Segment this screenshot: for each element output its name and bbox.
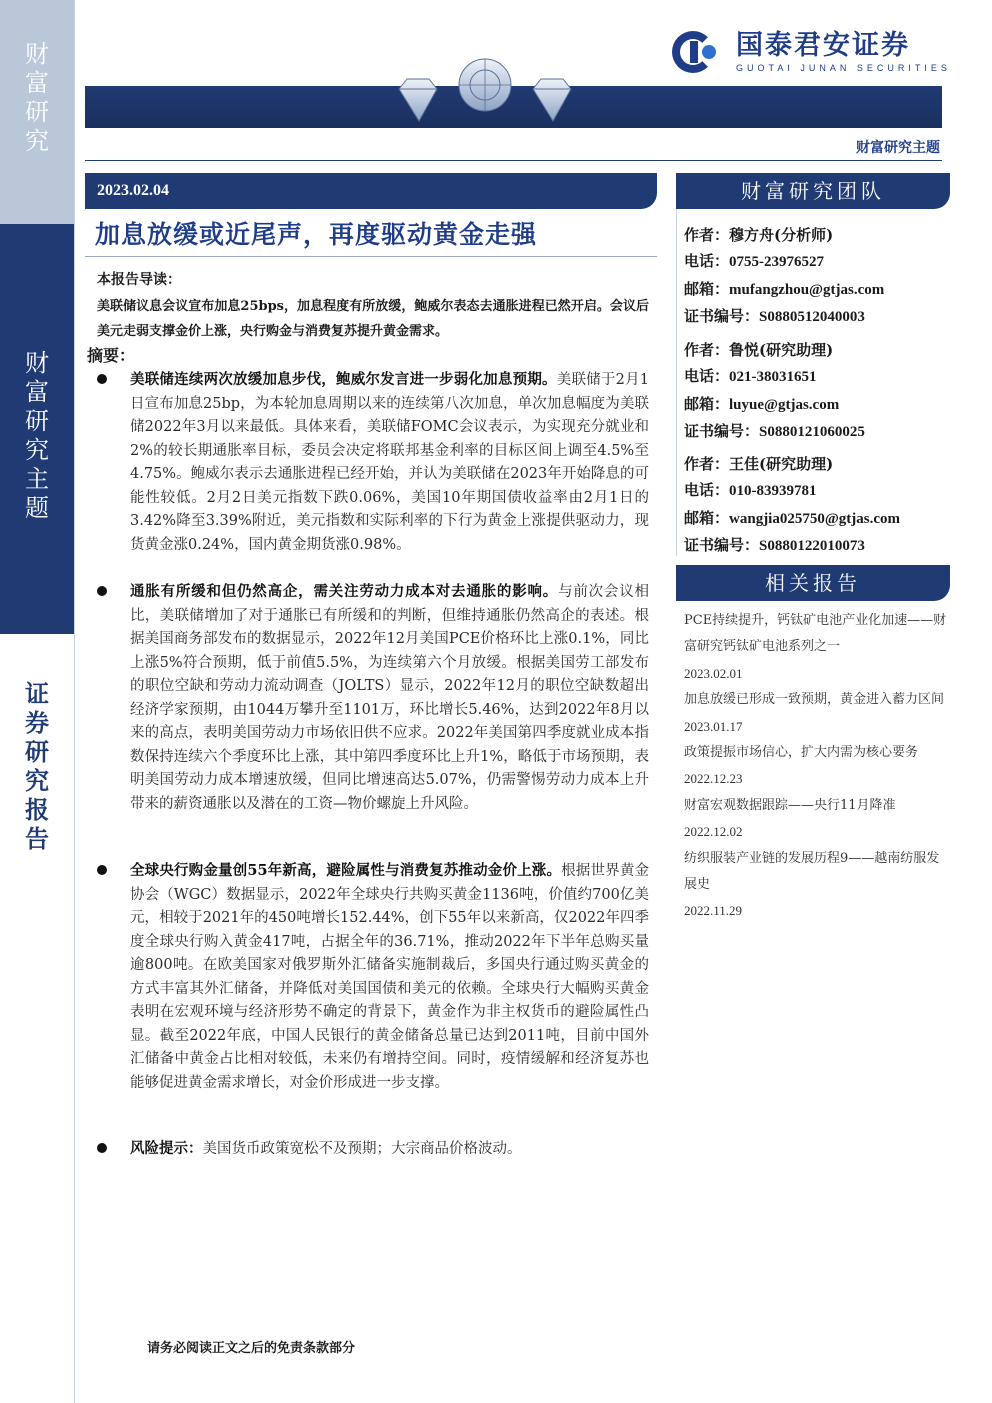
author-name: 鲁悦(研究助理) [729,341,834,359]
author-phone-label: 电话： [684,481,730,500]
author-name: 王佳(研究助理) [729,455,834,473]
bullet-text: 美联储于2月1日宣布加息25bp，为本轮加息周期以来的连续第八次加息，单次加息幅度为美联储2022年3月以来最低。具体来看，美联储FOMC会议表示，为实现充分就业和2%的较长期通胀率目标，委员会决定将联邦基金利率的目标区间上调至4.5%至4.75%。鲍威尔表示去通胀进程已经开始，并认为美联储在2023年开始降息的可能性较低。2月2日美元指数下跌0.06%，美国10年期国债收益率由2月1日的3.42%降至3.39%附近，美元指数和实际利率的下行为黄金上涨提供驱动力，现货黄金涨0.24%，国内黄金期货涨0.98%。 [130,372,650,553]
bullet-dot-icon [97,374,107,384]
abstract-bullet [97,368,649,557]
related-report-date: 2023.02.01 [684,665,743,681]
right-column-rule [676,209,677,556]
author-cert-label: 证书编号： [684,306,760,325]
related-report-item[interactable] [684,687,950,740]
author-card [684,451,900,559]
bullet-dot-icon [97,586,107,596]
related-report-item[interactable] [684,608,950,687]
author-name-label: 作者： [684,341,730,359]
bullet-dot-icon [97,865,107,875]
sidebar-label-2: 财富研究主题 [25,349,49,522]
author-cert-label: 证书编号： [684,535,760,554]
author-email-label: 邮箱： [684,279,730,298]
sidebar-divider [74,0,75,1403]
related-report-title: 政策提振市场信心，扩大内需为核心要务 [684,745,919,761]
author-name-label: 作者： [684,226,730,244]
report-title: 加息放缓或近尾声，再度驱动黄金走强 [95,220,538,249]
logo-mark-icon [672,31,728,73]
bullet-lead: 风险提示： [130,1140,203,1157]
sidebar-segment-securities-report [0,634,74,1403]
author-cert: S0880121060025 [759,423,865,440]
bullet-dot-icon [97,1143,107,1153]
author-phone-label: 电话： [684,252,730,271]
bullet-lead: 全球央行购金量创55年新高，避险属性与消费复苏推动金价上涨。 [130,862,562,879]
header-rule [85,160,942,161]
author-email[interactable]: mufangzhou@gtjas.com [729,281,885,298]
author-email[interactable]: luyue@gtjas.com [729,396,840,413]
bullet-lead: 美联储连续两次放缓加息步伐，鲍威尔发言进一步弱化加息预期。 [130,371,557,388]
bullet-text: 美国货币政策宽松不及预期；大宗商品价格波动。 [202,1141,522,1157]
brand-logo [672,30,951,74]
related-report-title: PCE持续提升，钙钛矿电池产业化加速——财富研究钙钛矿电池系列之一 [684,613,947,655]
guide-text: 美联储议息会议宣布加息25bps，加息程度有所放缓，鲍威尔表态去通胀进程已然开启。会议后美元走弱支撑金价上涨，央行购金与消费复苏提升黄金需求。 [97,299,649,339]
related-reports-heading: 相关报告 [676,565,950,601]
author-email-label: 邮箱： [684,508,730,527]
author-email-label: 邮箱： [684,394,730,413]
disclaimer-footer: 请务必阅读正文之后的免责条款部分 [147,1341,356,1356]
author-cert: S0880122010073 [759,537,865,554]
author-name-label: 作者： [684,455,730,473]
author-cert: S0880512040003 [759,308,865,325]
related-report-title: 加息放缓已形成一致预期，黄金进入蓄力区间 [684,692,945,708]
sidebar-label-1: 财富研究 [25,40,49,155]
author-name: 穆方舟(分析师) [729,226,834,244]
author-phone-label: 电话： [684,367,730,386]
author-phone: 010-83939781 [729,483,817,500]
author-phone: 0755-23976527 [729,254,825,271]
sidebar-label-3: 证券研究报告 [25,679,49,853]
bullet-text: 根据世界黄金协会（WGC）数据显示，2022年全球央行共购买黄金1136吨，价值约700亿美元，相较于2021年的450吨增长152.44%，创下55年以来新高，仅2022年四季度全球央行购入黄金417吨，占据全年的36.71%，推动2022年下半年总购买量逾800吨。在欧美国家对俄罗斯外汇储备实施制裁后，多国央行通过购买黄金的方式丰富其外汇储备，并降低对美国国债和美元的依赖。全球央行大幅购买黄金表明在宏观环境与经济形势不确定的背景下，黄金作为非主权货币的避险属性凸显。截至2022年底，中国人民银行的黄金储备总量已达到2011吨，目前中国外汇储备中黄金占比相对较低，未来仍有增持空间。同时，疫情缓解和经济复苏也能够促进黄金需求增长，对金价形成进一步支撑。 [130,863,649,1091]
left-sidebar [0,0,74,1403]
author-cert-label: 证书编号： [684,421,760,440]
abstract-bullet [97,580,649,816]
section-tag: 财富研究主题 [856,140,940,156]
author-card [684,222,884,330]
abstract-bullet-risk [97,1137,649,1162]
sidebar-segment-wealth-research [0,0,74,224]
related-report-item[interactable] [684,846,950,925]
related-report-item[interactable] [684,740,950,793]
abstract-bullet [97,859,649,1095]
related-reports-list [684,608,950,925]
related-report-date: 2022.12.02 [684,824,743,840]
related-report-date: 2023.01.17 [684,718,743,734]
related-report-title: 财富宏观数据跟踪——央行11月降准 [684,797,896,813]
abstract-heading: 摘要： [87,346,136,365]
author-card [684,337,865,445]
bullet-text: 与前次会议相比，美联储增加了对于通胀已有所缓和的判断，但维持通胀仍然高企的表述。根据美国商务部发布的数据显示，2022年12月美国PCE价格环比上涨0.1%，同比上涨5%符合预期，低于前值5.5%，为连续第六个月放缓。根据美国劳工部发布的职位空缺和劳动力流动调查（JOLTS）显示，2022年12月的职位空缺数超出经济学家预期，由1044万攀升至1101万，环比增长5.46%，达到2022年8月以来的高点，表明美国劳动力市场依旧供不应求。2022年美国第四季度就业成本指数保持连续六个季度环比上涨，其中第四季度环比上升1%，略低于市场预期，表明美国劳动力成本增速放缓，但同比增速高达5.07%，仍需警惕劳动力成本上升带来的薪资通胀以及潜在的工资—物价螺旋上升风险。 [130,584,650,812]
guide-heading: 本报告导读： [97,272,181,288]
related-report-date: 2022.12.23 [684,771,743,787]
diamond-decoration-icon [395,55,575,125]
bullet-lead: 通胀有所缓和但仍然高企，需关注劳动力成本对去通胀的影响。 [130,583,559,600]
title-rule [85,256,657,257]
related-report-item[interactable] [684,793,950,846]
author-email[interactable]: wangjia025750@gtjas.com [729,510,901,527]
sidebar-segment-wealth-theme [0,224,74,634]
related-report-title: 纺织服装产业链的发展历程9——越南纺服发展史 [684,850,940,893]
team-heading: 财富研究团队 [676,173,950,209]
report-date-bar: 2023.02.04 [85,173,657,209]
brand-name-cn: 国泰君安证券 [736,30,910,61]
author-phone: 021-38031651 [729,369,817,386]
related-report-date: 2022.11.29 [684,903,743,919]
brand-name-en: GUOTAI JUNAN SECURITIES [736,63,951,73]
